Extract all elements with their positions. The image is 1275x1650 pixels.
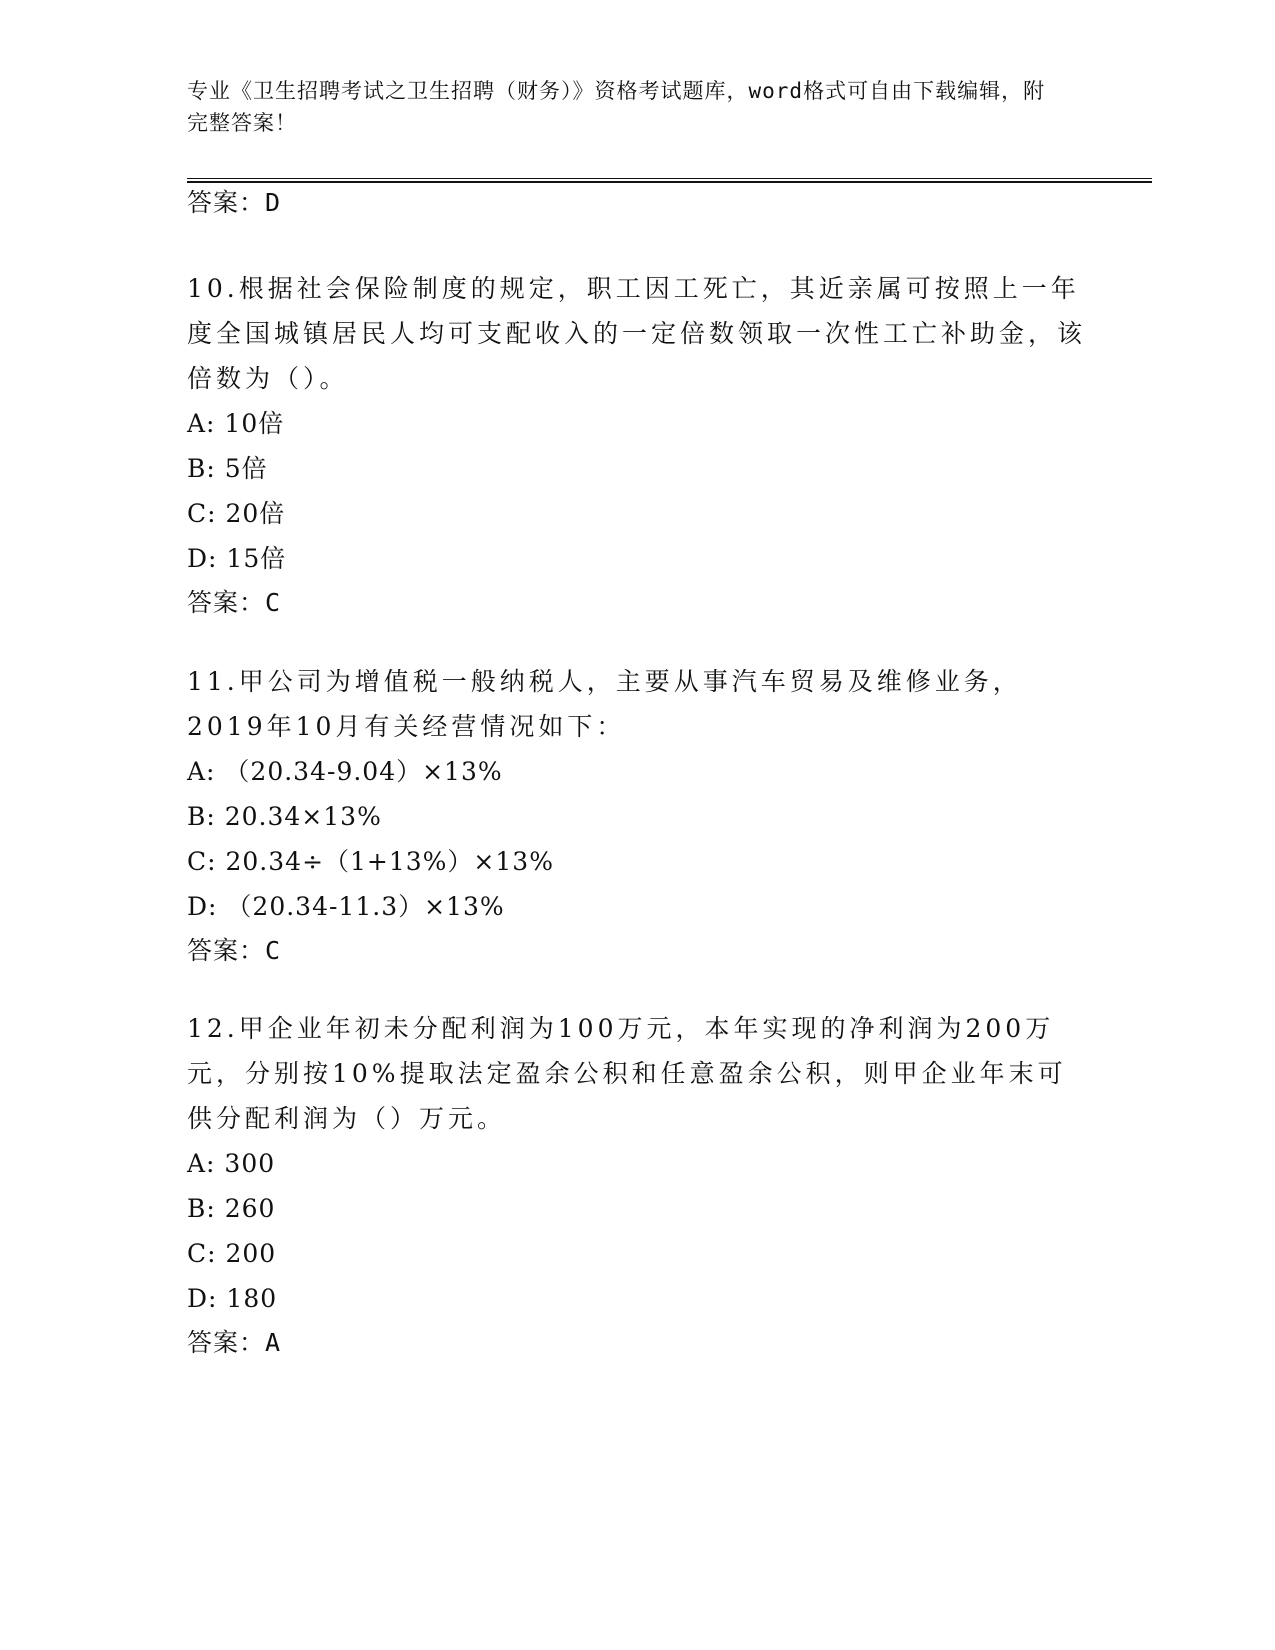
option-c: C: 20倍 — [187, 499, 286, 528]
option-a: A: （20.34-9.04）×13% — [187, 757, 503, 786]
page-header-text: 专业《卫生招聘考试之卫生招聘（财务）》资格考试题库，word格式可自由下载编辑，附完整答案！ — [187, 79, 1046, 135]
answer-line: 答案：A — [187, 1328, 282, 1357]
option-b: B: 20.34×13% — [187, 802, 382, 831]
option-d: D: 15倍 — [187, 544, 287, 573]
option-d: D: 180 — [187, 1284, 278, 1313]
previous-answer-block — [187, 181, 1087, 225]
option-c: C: 200 — [187, 1239, 277, 1268]
option-c: C: 20.34÷（1+13%）×13% — [187, 847, 554, 876]
question-10 — [187, 266, 1087, 625]
option-d: D: （20.34-11.3）×13% — [187, 892, 505, 921]
question-text: 12.甲企业年初未分配利润为100万元，本年实现的净利润为200万元，分别按10%提取法定盈余公积和任意盈余公积，则甲企业年末可供分配利润为（）万元。 — [187, 1014, 1067, 1133]
option-b: B: 5倍 — [187, 454, 268, 483]
question-11 — [187, 659, 1087, 973]
answer-line: 答案：C — [187, 588, 282, 617]
question-12 — [187, 1006, 1087, 1365]
option-a: A: 300 — [187, 1149, 276, 1178]
question-text: 10.根据社会保险制度的规定，职工因工死亡，其近亲属可按照上一年度全国城镇居民人均可支配收入的一定倍数领取一次性工亡补助金，该倍数为（）。 — [187, 274, 1087, 393]
question-text: 11.甲公司为增值税一般纳税人，主要从事汽车贸易及维修业务，2019年10月有关经营情况如下： — [187, 667, 1022, 741]
answer-line: 答案：D — [187, 188, 282, 217]
option-a: A: 10倍 — [187, 409, 285, 438]
answer-line: 答案：C — [187, 936, 282, 965]
option-b: B: 260 — [187, 1194, 276, 1223]
header-rule-thin — [187, 178, 1152, 179]
